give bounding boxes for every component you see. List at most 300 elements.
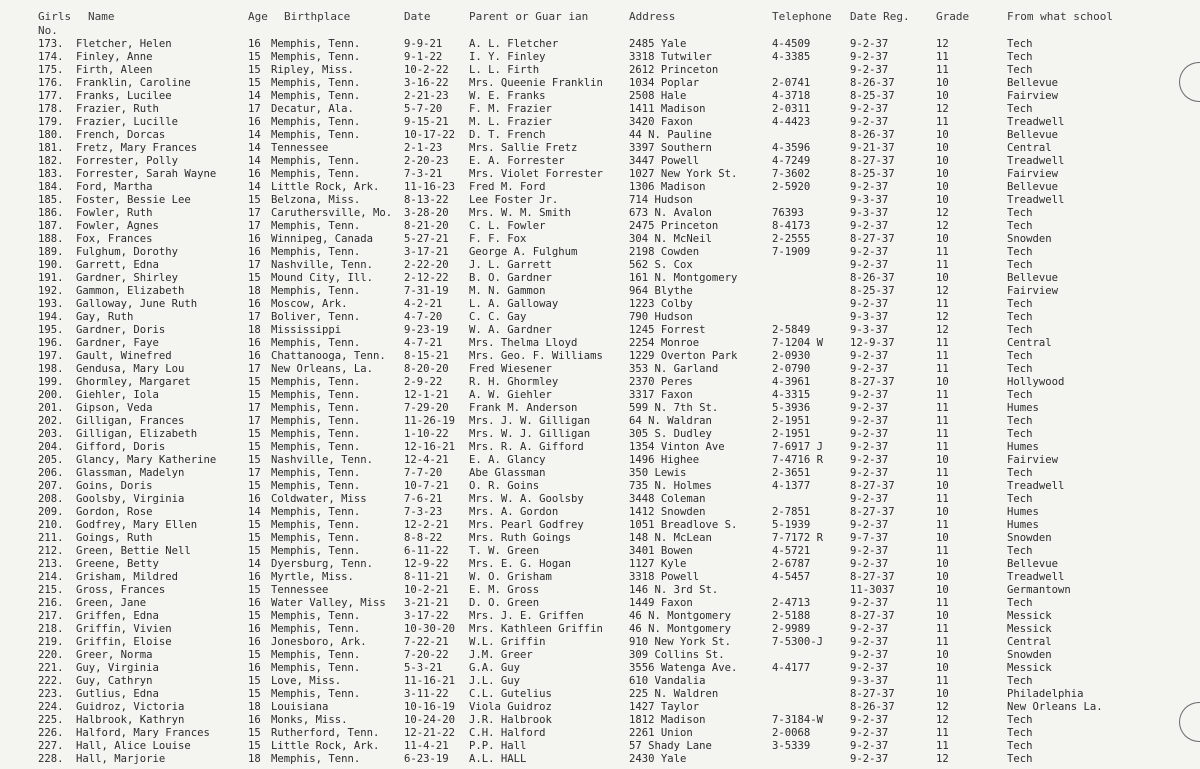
date-registered: 9-2-37 [850, 649, 889, 661]
birth-date: 4-7-20 [404, 311, 443, 323]
header-address: Address [629, 10, 676, 23]
table-row [0, 753, 1200, 766]
student-name: Forrester, Sarah Wayne [76, 168, 217, 180]
student-name: Franklin, Caroline [76, 77, 191, 89]
record-number: 184. [38, 181, 64, 193]
student-age: 15 [248, 727, 261, 739]
record-number: 200. [38, 389, 64, 401]
student-age: 18 [248, 285, 261, 297]
parent-guardian: B. O. Gardner [469, 272, 552, 284]
record-number: 195. [38, 324, 64, 336]
record-number: 199. [38, 376, 64, 388]
address: 562 S. Cox [629, 259, 693, 271]
record-number: 204. [38, 441, 64, 453]
birthplace: Monks, Miss. [271, 714, 348, 726]
record-number: 197. [38, 350, 64, 362]
student-age: 16 [248, 38, 261, 50]
student-age: 16 [248, 623, 261, 635]
birthplace: Memphis, Tenn. [271, 519, 361, 531]
telephone: 7-7172 R [772, 532, 824, 544]
student-age: 15 [248, 649, 261, 661]
parent-guardian: C. C. Gay [469, 311, 527, 323]
grade: 11 [936, 116, 949, 128]
from-school: Tech [1007, 298, 1033, 310]
from-school: Treadwell [1007, 116, 1065, 128]
from-school: Bellevue [1007, 181, 1059, 193]
table-row [0, 441, 1200, 454]
birth-date: 2-21-23 [404, 90, 449, 102]
student-age: 15 [248, 532, 261, 544]
birth-date: 9-23-19 [404, 324, 449, 336]
date-registered: 9-2-37 [850, 38, 889, 50]
birth-date: 12-2-21 [404, 519, 449, 531]
header-grade: Grade [936, 10, 970, 23]
date-registered: 9-7-37 [850, 532, 889, 544]
student-name: Green, Bettie Nell [76, 545, 191, 557]
grade: 11 [936, 740, 949, 752]
parent-guardian: R. H. Ghormley [469, 376, 559, 388]
record-number: 221. [38, 662, 64, 674]
student-name: Gross, Frances [76, 584, 166, 596]
telephone: 7-1909 [772, 246, 811, 258]
from-school: Treadwell [1007, 155, 1065, 167]
birthplace: Memphis, Tenn. [271, 610, 361, 622]
parent-guardian: Frank M. Anderson [469, 402, 578, 414]
table-row [0, 207, 1200, 220]
birthplace: Mound City, Ill. [271, 272, 374, 284]
student-age: 17 [248, 363, 261, 375]
address: 148 N. McLean [629, 532, 712, 544]
date-registered: 9-2-37 [850, 103, 889, 115]
date-registered: 9-2-37 [850, 428, 889, 440]
date-registered: 8-27-37 [850, 376, 895, 388]
birthplace: Memphis, Tenn. [271, 753, 361, 765]
record-number: 207. [38, 480, 64, 492]
date-registered: 9-3-37 [850, 194, 889, 206]
student-name: Garrett, Edna [76, 259, 159, 271]
grade: 12 [936, 311, 949, 323]
grade: 11 [936, 64, 949, 76]
from-school: Tech [1007, 64, 1033, 76]
record-number: 196. [38, 337, 64, 349]
student-age: 14 [248, 181, 261, 193]
grade: 10 [936, 376, 949, 388]
from-school: Snowden [1007, 233, 1052, 245]
student-name: Griffen, Edna [76, 610, 159, 622]
telephone: 4-4177 [772, 662, 811, 674]
parent-guardian: E. M. Gross [469, 584, 540, 596]
table-row [0, 545, 1200, 558]
header-date: Date [404, 10, 431, 23]
birth-date: 10-16-19 [404, 701, 456, 713]
from-school: Central [1007, 337, 1052, 349]
table-row [0, 428, 1200, 441]
student-record-list [0, 38, 1200, 766]
student-age: 15 [248, 441, 261, 453]
student-age: 16 [248, 233, 261, 245]
student-age: 18 [248, 753, 261, 765]
table-row [0, 610, 1200, 623]
telephone: 2-0311 [772, 103, 811, 115]
from-school: Germantown [1007, 584, 1071, 596]
date-registered: 8-26-37 [850, 77, 895, 89]
address: 910 New York St. [629, 636, 732, 648]
table-row [0, 220, 1200, 233]
grade: 11 [936, 402, 949, 414]
telephone: 2-5920 [772, 181, 811, 193]
record-number: 183. [38, 168, 64, 180]
student-name: Glassman, Madelyn [76, 467, 185, 479]
from-school: Tech [1007, 714, 1033, 726]
parent-guardian: Mrs. E. G. Hogan [469, 558, 572, 570]
from-school: Tech [1007, 324, 1033, 336]
birth-date: 5-7-20 [404, 103, 443, 115]
record-number: 190. [38, 259, 64, 271]
from-school: Humes [1007, 441, 1039, 453]
birth-date: 10-17-22 [404, 129, 456, 141]
address: 735 N. Holmes [629, 480, 712, 492]
student-age: 15 [248, 688, 261, 700]
record-number: 188. [38, 233, 64, 245]
birthplace: New Orleans, La. [271, 363, 374, 375]
date-registered: 9-2-37 [850, 714, 889, 726]
student-name: Godfrey, Mary Ellen [76, 519, 198, 531]
grade: 10 [936, 649, 949, 661]
student-name: Gendusa, Mary Lou [76, 363, 185, 375]
grade: 11 [936, 727, 949, 739]
grade: 10 [936, 532, 949, 544]
header-from-school: From what school [1007, 10, 1113, 23]
date-registered: 9-2-37 [850, 64, 889, 76]
student-age: 16 [248, 337, 261, 349]
grade: 11 [936, 337, 949, 349]
table-row [0, 168, 1200, 181]
student-name: Fulghum, Dorothy [76, 246, 179, 258]
from-school: Tech [1007, 727, 1033, 739]
address: 353 N. Garland [629, 363, 719, 375]
birthplace: Caruthersville, Mo. [271, 207, 393, 219]
grade: 11 [936, 259, 949, 271]
student-age: 15 [248, 584, 261, 596]
from-school: Fairview [1007, 454, 1059, 466]
date-registered: 9-2-37 [850, 363, 889, 375]
birthplace: Boliver, Tenn. [271, 311, 361, 323]
record-number: 194. [38, 311, 64, 323]
birthplace: Memphis, Tenn. [271, 51, 361, 63]
birthplace: Mississippi [271, 324, 342, 336]
student-age: 16 [248, 662, 261, 674]
birthplace: Rutherford, Tenn. [271, 727, 380, 739]
date-registered: 9-21-37 [850, 142, 895, 154]
grade: 12 [936, 207, 949, 219]
from-school: Hollywood [1007, 376, 1065, 388]
student-age: 17 [248, 415, 261, 427]
student-name: Gilligan, Frances [76, 415, 185, 427]
telephone: 2-1951 [772, 428, 811, 440]
address: 1051 Breadlove S. [629, 519, 738, 531]
record-number: 205. [38, 454, 64, 466]
from-school: Bellevue [1007, 129, 1059, 141]
address: 3317 Faxon [629, 389, 693, 401]
grade: 10 [936, 155, 949, 167]
address: 46 N. Montgomery [629, 623, 732, 635]
from-school: Tech [1007, 246, 1033, 258]
table-row [0, 493, 1200, 506]
record-number: 217. [38, 610, 64, 622]
birthplace: Little Rock, Ark. [271, 740, 380, 752]
birthplace: Memphis, Tenn. [271, 90, 361, 102]
student-name: Foster, Bessie Lee [76, 194, 191, 206]
grade: 11 [936, 675, 949, 687]
date-registered: 9-2-37 [850, 415, 889, 427]
address: 304 N. McNeil [629, 233, 712, 245]
address: 1412 Snowden [629, 506, 706, 518]
telephone: 7-6917 J [772, 441, 824, 453]
date-registered: 9-2-37 [850, 493, 889, 505]
birth-date: 8-11-21 [404, 571, 449, 583]
telephone: 3-5339 [772, 740, 811, 752]
date-registered: 9-2-37 [850, 558, 889, 570]
grade: 11 [936, 350, 949, 362]
student-name: Franks, Lucilee [76, 90, 172, 102]
student-name: Fox, Frances [76, 233, 153, 245]
parent-guardian: Mrs. Sallie Fretz [469, 142, 578, 154]
address: 2254 Monroe [629, 337, 700, 349]
birth-date: 5-27-21 [404, 233, 449, 245]
from-school: Tech [1007, 51, 1033, 63]
table-row [0, 324, 1200, 337]
table-row [0, 376, 1200, 389]
student-name: Greer, Norma [76, 649, 153, 661]
student-age: 17 [248, 259, 261, 271]
parent-guardian: T. W. Green [469, 545, 540, 557]
date-registered: 9-2-37 [850, 389, 889, 401]
student-age: 16 [248, 714, 261, 726]
student-name: Goins, Doris [76, 480, 153, 492]
record-number: 198. [38, 363, 64, 375]
birth-date: 11-16-21 [404, 675, 456, 687]
table-row [0, 649, 1200, 662]
student-name: Frazier, Ruth [76, 103, 159, 115]
table-row [0, 701, 1200, 714]
header-date-reg: Date Reg. [850, 10, 910, 23]
from-school: Messick [1007, 662, 1052, 674]
birth-date: 7-22-21 [404, 636, 449, 648]
grade: 10 [936, 181, 949, 193]
date-registered: 9-2-37 [850, 623, 889, 635]
birth-date: 8-15-21 [404, 350, 449, 362]
birthplace: Dyersburg, Tenn. [271, 558, 374, 570]
from-school: Philadelphia [1007, 688, 1084, 700]
parent-guardian: Mrs. Thelma Lloyd [469, 337, 578, 349]
birthplace: Nashville, Tenn. [271, 259, 374, 271]
birth-date: 10-7-21 [404, 480, 449, 492]
table-row [0, 311, 1200, 324]
table-row [0, 415, 1200, 428]
address: 2198 Cowden [629, 246, 700, 258]
record-number: 182. [38, 155, 64, 167]
from-school: Humes [1007, 402, 1039, 414]
student-age: 15 [248, 675, 261, 687]
address: 790 Hudson [629, 311, 693, 323]
birthplace: Memphis, Tenn. [271, 545, 361, 557]
grade: 10 [936, 194, 949, 206]
parent-guardian: G.A. Guy [469, 662, 521, 674]
grade: 10 [936, 142, 949, 154]
birthplace: Little Rock, Ark. [271, 181, 380, 193]
from-school: Tech [1007, 207, 1033, 219]
birthplace: Nashville, Tenn. [271, 454, 374, 466]
telephone: 2-5188 [772, 610, 811, 622]
telephone: 7-4716 R [772, 454, 824, 466]
birth-date: 12-4-21 [404, 454, 449, 466]
header-name: Name [88, 10, 115, 23]
birth-date: 2-22-20 [404, 259, 449, 271]
telephone: 7-5300-J [772, 636, 824, 648]
date-registered: 9-2-37 [850, 181, 889, 193]
birth-date: 12-21-22 [404, 727, 456, 739]
parent-guardian: C.L. Gutelius [469, 688, 552, 700]
address: 64 N. Waldran [629, 415, 712, 427]
birthplace: Tennessee [271, 142, 329, 154]
grade: 12 [936, 103, 949, 115]
birth-date: 6-23-19 [404, 753, 449, 765]
record-number: 211. [38, 532, 64, 544]
address: 3448 Coleman [629, 493, 706, 505]
date-registered: 9-2-37 [850, 298, 889, 310]
student-age: 14 [248, 129, 261, 141]
parent-guardian: D. O. Green [469, 597, 540, 609]
grade: 10 [936, 272, 949, 284]
table-row [0, 350, 1200, 363]
parent-guardian: Mrs. W. A. Goolsby [469, 493, 584, 505]
birth-date: 5-3-21 [404, 662, 443, 674]
table-row [0, 181, 1200, 194]
from-school: Treadwell [1007, 480, 1065, 492]
grade: 11 [936, 415, 949, 427]
grade: 10 [936, 584, 949, 596]
header-parent: Parent or Guar ian [469, 10, 589, 23]
telephone: 2-0741 [772, 77, 811, 89]
date-registered: 9-2-37 [850, 519, 889, 531]
table-row [0, 103, 1200, 116]
from-school: Tech [1007, 597, 1033, 609]
student-name: Finley, Anne [76, 51, 153, 63]
date-registered: 9-2-37 [850, 402, 889, 414]
date-registered: 11-3037 [850, 584, 895, 596]
student-age: 16 [248, 116, 261, 128]
date-registered: 8-27-37 [850, 155, 895, 167]
address: 3318 Powell [629, 571, 700, 583]
grade: 12 [936, 701, 949, 713]
from-school: Humes [1007, 519, 1039, 531]
grade: 11 [936, 441, 949, 453]
telephone: 2-3651 [772, 467, 811, 479]
record-number: 175. [38, 64, 64, 76]
grade: 10 [936, 480, 949, 492]
grade: 11 [936, 597, 949, 609]
date-registered: 9-2-37 [850, 220, 889, 232]
record-number: 173. [38, 38, 64, 50]
student-name: Griffin, Vivien [76, 623, 172, 635]
telephone: 4-3961 [772, 376, 811, 388]
student-name: Green, Jane [76, 597, 147, 609]
address: 305 S. Dudley [629, 428, 712, 440]
parent-guardian: W. O. Grisham [469, 571, 552, 583]
student-name: Guidroz, Victoria [76, 701, 185, 713]
date-registered: 8-27-37 [850, 571, 895, 583]
parent-guardian: Mrs. R. A. Gifford [469, 441, 584, 453]
grade: 10 [936, 558, 949, 570]
record-number: 214. [38, 571, 64, 583]
grade: 11 [936, 545, 949, 557]
telephone: 2-4713 [772, 597, 811, 609]
address: 350 Lewis [629, 467, 687, 479]
student-age: 15 [248, 389, 261, 401]
parent-guardian: M. L. Frazier [469, 116, 552, 128]
record-number: 206. [38, 467, 64, 479]
parent-guardian: George A. Fulghum [469, 246, 578, 258]
parent-guardian: Mrs. W. J. Gilligan [469, 428, 591, 440]
student-age: 14 [248, 155, 261, 167]
table-row [0, 389, 1200, 402]
birth-date: 3-21-21 [404, 597, 449, 609]
student-age: 15 [248, 610, 261, 622]
address: 146 N. 3rd St. [629, 584, 719, 596]
birthplace: Memphis, Tenn. [271, 155, 361, 167]
parent-guardian: W.L. Griffin [469, 636, 546, 648]
student-age: 15 [248, 480, 261, 492]
telephone: 4-4423 [772, 116, 811, 128]
grade: 12 [936, 38, 949, 50]
parent-guardian: L. L. Firth [469, 64, 540, 76]
table-row [0, 480, 1200, 493]
student-age: 16 [248, 168, 261, 180]
birth-date: 3-17-22 [404, 610, 449, 622]
telephone: 4-4509 [772, 38, 811, 50]
parent-guardian: Lee Foster Jr. [469, 194, 559, 206]
from-school: Tech [1007, 753, 1033, 765]
address: 714 Hudson [629, 194, 693, 206]
parent-guardian: I. Y. Finley [469, 51, 546, 63]
date-registered: 9-2-37 [850, 246, 889, 258]
address: 161 N. Montgomery [629, 272, 738, 284]
date-registered: 9-2-37 [850, 441, 889, 453]
student-age: 15 [248, 519, 261, 531]
from-school: Tech [1007, 103, 1033, 115]
date-registered: 9-2-37 [850, 350, 889, 362]
student-age: 14 [248, 558, 261, 570]
student-name: Halbrook, Kathryn [76, 714, 185, 726]
parent-guardian: Mrs. W. M. Smith [469, 207, 572, 219]
birth-date: 2-12-22 [404, 272, 449, 284]
birth-date: 8-13-22 [404, 194, 449, 206]
student-age: 17 [248, 220, 261, 232]
grade: 10 [936, 168, 949, 180]
birth-date: 4-7-21 [404, 337, 443, 349]
table-row [0, 662, 1200, 675]
telephone: 4-7249 [772, 155, 811, 167]
table-row [0, 402, 1200, 415]
student-age: 18 [248, 324, 261, 336]
from-school: Tech [1007, 740, 1033, 752]
student-name: Firth, Aleen [76, 64, 153, 76]
table-row [0, 597, 1200, 610]
record-number: 225. [38, 714, 64, 726]
birthplace: Memphis, Tenn. [271, 246, 361, 258]
record-number: 201. [38, 402, 64, 414]
table-row [0, 714, 1200, 727]
